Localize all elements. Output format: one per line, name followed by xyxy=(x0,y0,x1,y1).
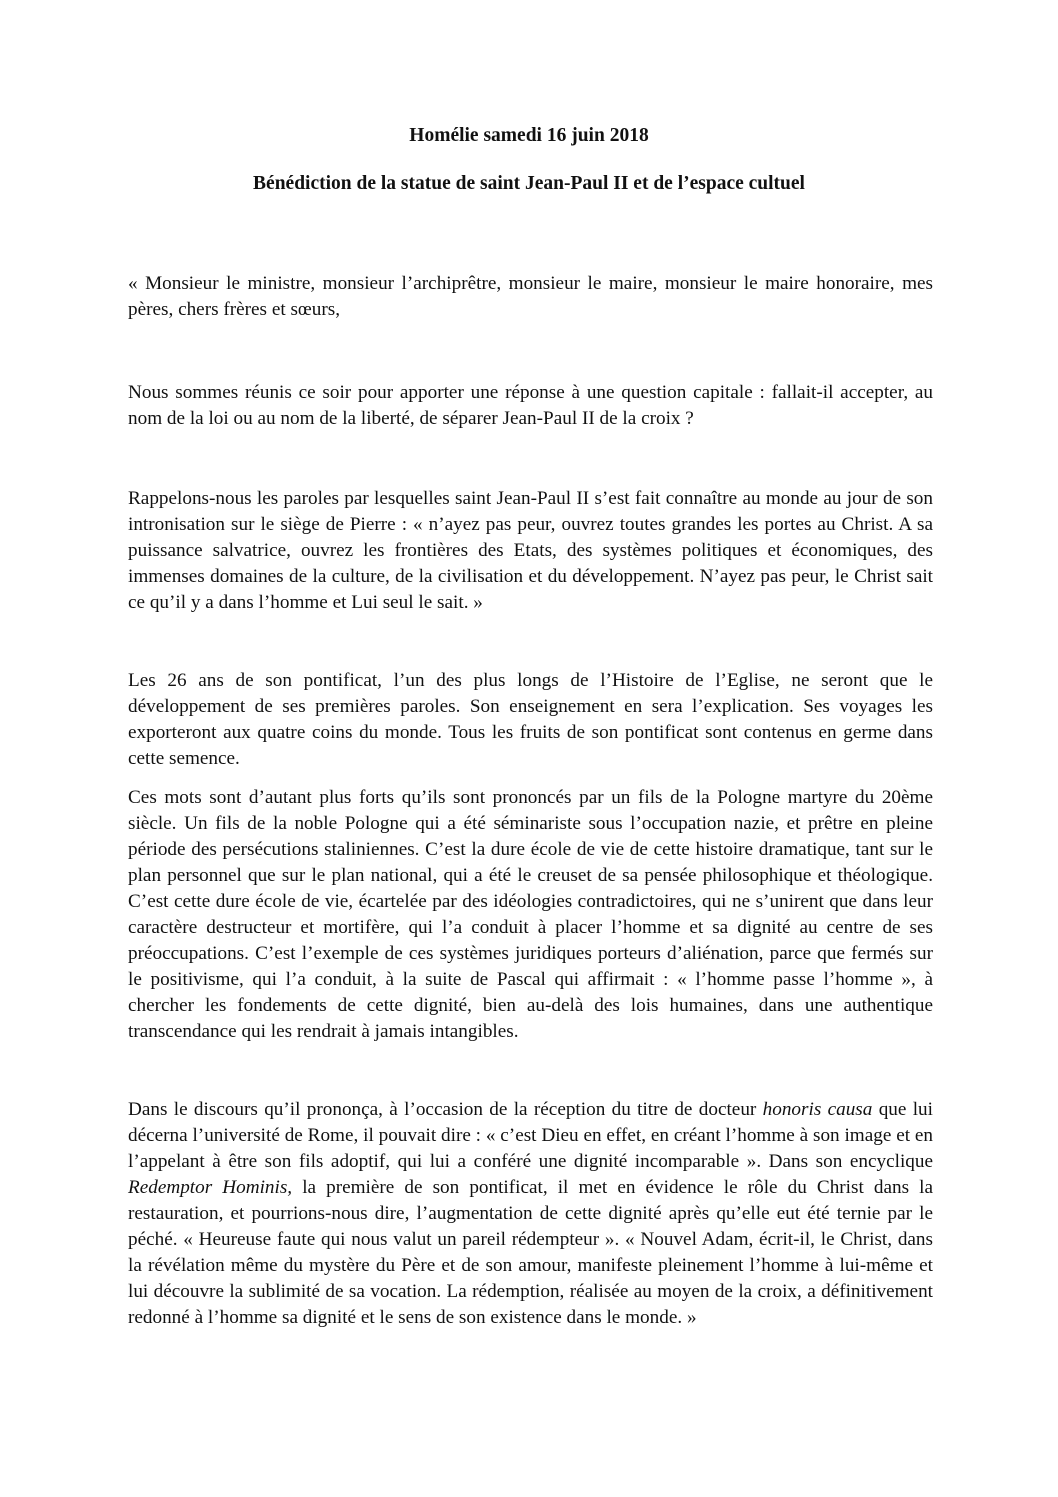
opening-question: Nous sommes réunis ce soir pour apporter une réponse à une question capitale : fallait-il accepter, au nom de la loi ou au nom de la liberté, de séparer Jean-Paul II de la croix ? xyxy=(128,382,933,430)
paragraph-dignity xyxy=(128,1097,933,1331)
paragraph-poland: Ces mots sont d’autant plus forts qu’ils sont prononcés par un fils de la Pologne martyre du 20ème siècle. Un fils de la noble Pologne qui a été séminariste sous l’occupation nazie, et prêtre en pleine période des persécutions staliniennes. C’est la dure école de vie de cette histoire dramatique, tant sur le plan personnel que sur le plan national, qui a été le creuset de sa pensée philosophique et théologique. C’est cette dure école de vie, écartelée par des idéologies contradictoires, qui ne s’unirent que dans leur caractère destructeur et mortifère, qui l’a conduit à placer l’homme et sa dignité au centre de ses préoccupations. C’est l’exemple de ces systèmes juridiques porteurs d’aliénation, parce que fermés sur le positivisme, qui l’a conduit, à la suite de Pascal qui affirmait : « l’homme passe l’homme », à chercher les fondements de cette dignité, bien au-delà des lois humaines, dans une authentique transcendance qui les rendrait à jamais intangibles. xyxy=(128,787,933,1043)
paragraph-pontificate: Les 26 ans de son pontificat, l’un des plus longs de l’Histoire de l’Eglise, ne seront que le développement de ses premières paroles. Son enseignement en sera l’explication. Ses voyages les exporteront aux quatre coins du monde. Tous les fruits de son pontificat sont contenus en germe dans cette semence. xyxy=(128,670,933,770)
opening-salutation: « Monsieur le ministre, monsieur l’archiprêtre, monsieur le maire, monsieur le maire honoraire, mes pères, chers frères et sœurs, xyxy=(128,273,933,321)
paragraph-dignity-italic-honoris: honoris causa xyxy=(762,1099,873,1121)
document-title: Homélie samedi 16 juin 2018 xyxy=(409,125,649,146)
paragraph-inauguration-quote: Rappelons-nous les paroles par lesquelles saint Jean-Paul II s’est fait connaître au monde au jour de son intronisation sur le siège de Pierre : « n’ayez pas peur, ouvrez toutes grandes les portes au Christ. A sa puissance salvatrice, ouvrez les frontières des Etats, des systèmes politiques et économiques, des immenses domaines de la culture, de la civilisation et du développement. N’ayez pas peur, le Christ sait ce qu’il y a dans l’homme et Lui seul le sait. » xyxy=(128,488,933,614)
paragraph-dignity-text-a: Dans le discours qu’il prononça, à l’occasion de la réception du titre de docteur xyxy=(128,1099,763,1121)
paragraph-dignity-text-c: la première de son pontificat, il met en évidence le rôle du Christ dans la restauration, et pourrions-nous dire, l’augmentation de cette dignité après qu’elle eut été ternie par le péché. « Heureuse faute qui nous valut un pareil rédempteur ». « Nouvel Adam, écrit-il, le Christ, dans la révélation même du mystère du Père et de son amour, manifeste pleinement l’homme à lui-même et lui découvre la sublimité de sa vocation. La rédemption, réalisée au moyen de la croix, a définitivement redonné à l’homme sa dignité et le sens de son existence dans le monde. » xyxy=(128,1177,933,1329)
paragraph-dignity-italic-redemptor: Redemptor Hominis, xyxy=(128,1177,293,1199)
document-subtitle: Bénédiction de la statue de saint Jean-Paul II et de l’espace cultuel xyxy=(253,173,805,194)
paragraph-dignity-text-b: que lui décerna l’université de Rome, il pouvait dire : « c’est Dieu en effet, en créant l’homme à son image et en l’appelant à être son fils adoptif, qui lui a conféré une dignité incomparable ». Dans son encyclique xyxy=(128,1099,933,1173)
